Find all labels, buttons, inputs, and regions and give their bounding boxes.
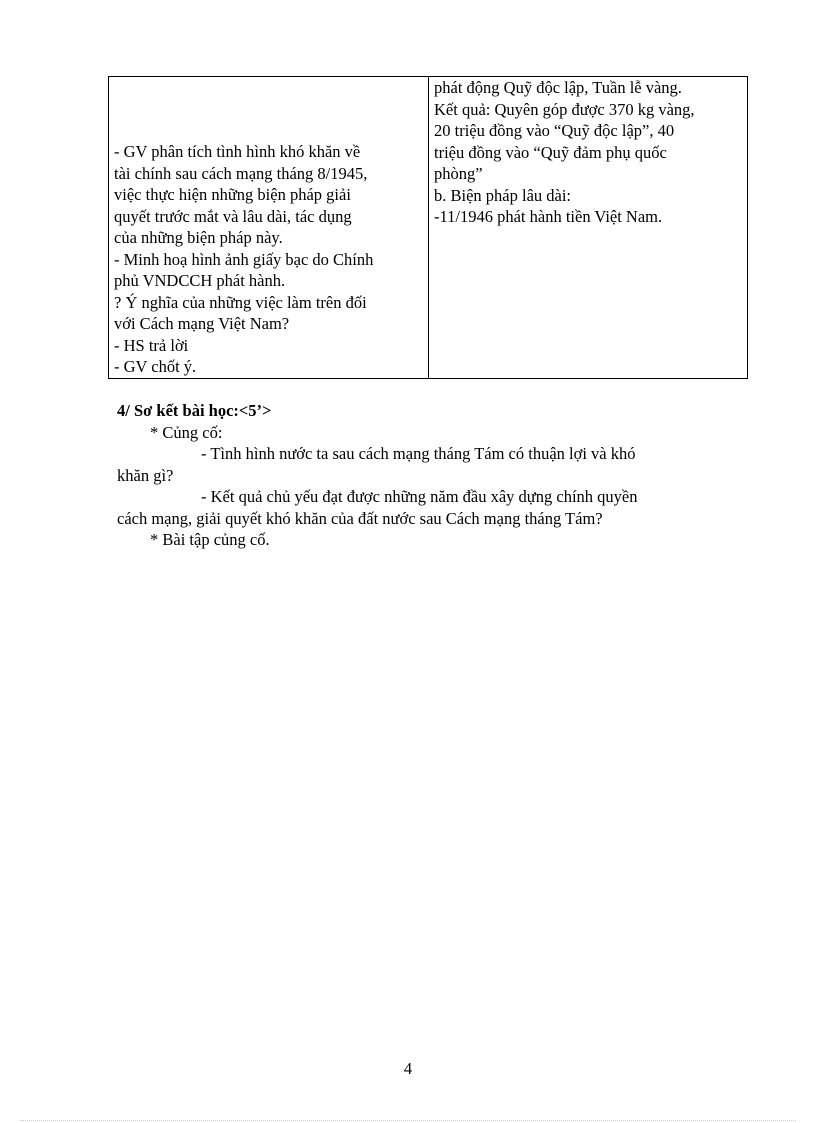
left-line: ? Ý nghĩa của những việc làm trên đối	[114, 292, 367, 312]
page-bottom-rule	[20, 1120, 796, 1121]
right-line: triệu đồng vào “Quỹ đảm phụ quốc	[434, 142, 667, 162]
left-line: - GV chốt ý.	[114, 357, 197, 376]
question-1-line-2: khăn gì?	[117, 465, 174, 485]
right-line: phát động Quỹ độc lập, Tuần lễ vàng.	[434, 78, 682, 97]
left-line: của những biện pháp này.	[114, 228, 283, 247]
left-line: phủ VNDCCH phát hành.	[114, 271, 286, 290]
summary-heading: 4/ Sơ kết bài học:<5’>	[117, 401, 272, 420]
page-number: 4	[403, 1059, 413, 1078]
right-line: Kết quả: Quyên góp được 370 kg vàng,	[434, 99, 695, 119]
left-line: việc thực hiện những biện pháp giải	[114, 185, 351, 204]
question-1-line-1: - Tình hình nước ta sau cách mạng tháng Tám có thuận lợi và khó	[201, 444, 636, 463]
left-line: quyết trước mắt và lâu dài, tác dụng	[114, 206, 352, 226]
left-line: tài chính sau cách mạng tháng 8/1945,	[114, 163, 368, 183]
right-line: 20 triệu đồng vào “Quỹ độc lập”, 40	[434, 121, 675, 140]
left-line: - GV phân tích tình hình khó khăn về	[114, 142, 361, 161]
left-line: với Cách mạng Việt Nam?	[114, 314, 290, 333]
table-row	[109, 77, 748, 379]
left-line: - HS trả lời	[114, 335, 189, 355]
right-line: b. Biện pháp lâu dài:	[434, 185, 572, 205]
right-line: -11/1946 phát hành tiền Việt Nam.	[434, 207, 663, 226]
left-line: - Minh hoạ hình ảnh giấy bạc do Chính	[114, 249, 374, 269]
right-line: phòng”	[434, 164, 483, 183]
question-2-line-2: cách mạng, giải quyết khó khăn của đất nước sau Cách mạng tháng Tám?	[117, 508, 603, 528]
question-2-line-1: - Kết quả chủ yếu đạt được những năm đầu xây dựng chính quyền	[201, 487, 638, 506]
lesson-table	[108, 76, 748, 379]
exercise-label: * Bài tập củng cố.	[150, 530, 270, 549]
consolidate-label: * Củng cố:	[150, 422, 223, 442]
content-cell	[429, 77, 748, 379]
teacher-activity-cell	[109, 77, 429, 379]
lesson-summary	[117, 400, 717, 551]
